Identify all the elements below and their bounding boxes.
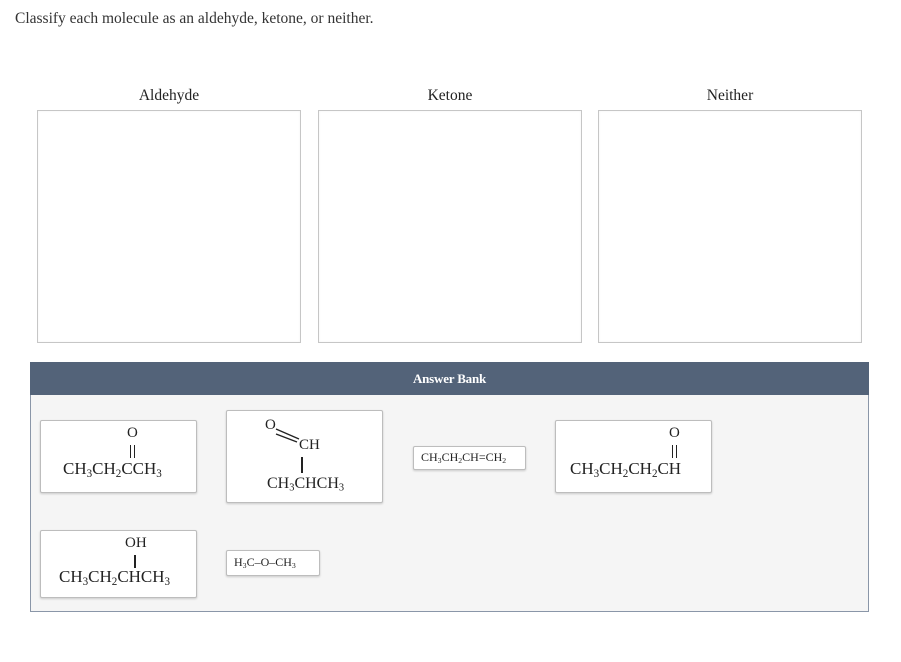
double-bond-line-1 bbox=[130, 445, 131, 458]
molecule-formula: $CH_3CH_2CHCH_3$ bbox=[59, 567, 171, 588]
neither-drop-zone[interactable] bbox=[598, 110, 862, 343]
ketone-drop-zone[interactable] bbox=[318, 110, 582, 343]
aldehyde-drop-zone[interactable] bbox=[37, 110, 301, 343]
carbonyl-oxygen: O bbox=[127, 425, 138, 441]
answer-bank-header: Answer Bank bbox=[30, 362, 869, 395]
molecule-formula: $CH_3CH_2CH=CH_2$ bbox=[421, 450, 507, 465]
double-bond-line-1 bbox=[672, 445, 673, 458]
ketone-label: Ketone bbox=[427, 87, 473, 104]
molecule-formula: $CH_3CH_2CH_2CH$ bbox=[570, 459, 682, 480]
neither-label: Neither bbox=[706, 87, 754, 104]
aldehyde-label: Aldehyde bbox=[138, 87, 200, 104]
hydroxyl-group: OH bbox=[125, 535, 147, 551]
answer-card-2-butanol[interactable] bbox=[40, 530, 197, 598]
double-bond-line-2 bbox=[134, 445, 135, 458]
question-prompt: Classify each molecule as an aldehyde, ketone, or neither. bbox=[15, 10, 374, 27]
carbonyl-oxygen: O bbox=[669, 425, 680, 441]
answer-card-butanal[interactable] bbox=[555, 420, 712, 493]
answer-card-dimethyl-ether[interactable] bbox=[226, 550, 320, 576]
answer-card-butanone[interactable] bbox=[40, 420, 197, 493]
aldehyde-ch-group: CH bbox=[299, 437, 320, 453]
molecule-formula: $CH_3CH_2CCH_3$ bbox=[63, 459, 162, 480]
double-bond-line-2 bbox=[676, 445, 677, 458]
molecule-formula: $H_3C-O-CH_3$ bbox=[234, 555, 296, 570]
aldehyde-oxygen: O bbox=[265, 417, 276, 433]
answer-card-2-methylbutanal[interactable] bbox=[226, 410, 383, 503]
single-bond-line bbox=[301, 457, 303, 473]
molecule-formula: $CH_3CHCH_3$ bbox=[267, 475, 345, 494]
answer-card-1-butene[interactable] bbox=[413, 446, 526, 470]
